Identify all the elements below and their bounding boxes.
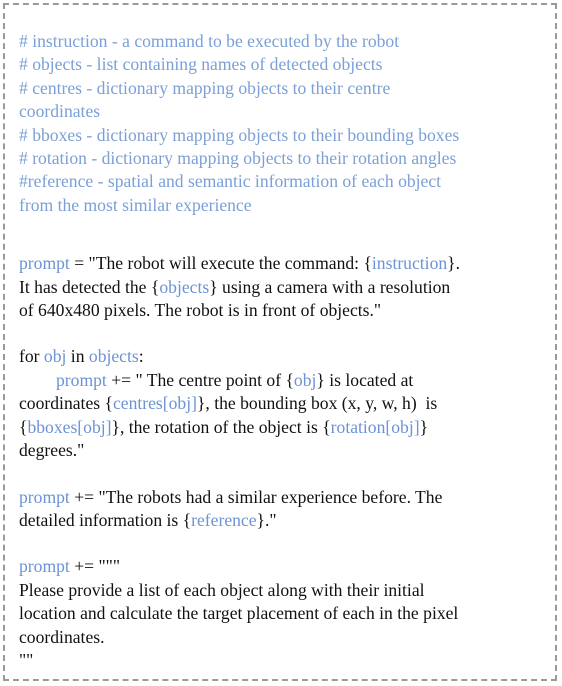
code-text: = "The robot will execute the command: { (69, 253, 372, 274)
code-text: { (19, 416, 28, 437)
code-line (19, 345, 557, 368)
code-line (19, 392, 557, 415)
code-text: detailed information is { (19, 509, 192, 530)
code-line (19, 416, 557, 439)
code-line (19, 369, 557, 392)
comment-line: coordinates (19, 101, 101, 122)
variable-obj: obj (293, 369, 317, 390)
variable-bboxes: bboxes[obj] (27, 416, 112, 437)
code-text: += "The robots had a similar experience before. The (69, 486, 443, 507)
variable-obj: obj (43, 346, 67, 367)
spacer (19, 322, 557, 345)
variable-prompt: prompt (19, 253, 70, 274)
code-line: Please provide a list of each object along with their initial (19, 579, 425, 600)
code-line (19, 276, 557, 299)
code-text: += """ (69, 556, 121, 577)
code-line: of 640x480 pixels. The robot is in front of objects." (19, 300, 382, 321)
comment-line: # objects - list containing names of detected objects (19, 54, 383, 75)
code-line (19, 509, 557, 532)
comment-line: # rotation - dictionary mapping objects to their rotation angles (19, 148, 457, 169)
variable-objects: objects (88, 346, 139, 367)
code-text: } is located at (316, 369, 414, 390)
code-text: } (419, 416, 429, 437)
code-line (19, 252, 557, 275)
code-block (19, 30, 557, 672)
code-text: } using a camera with a resolution (209, 276, 451, 297)
variable-rotation: rotation[obj] (330, 416, 420, 437)
spacer (19, 463, 557, 486)
code-text: }, the bounding box (x, y, w, h) is (196, 393, 438, 414)
code-line: coordinates. (19, 626, 105, 647)
code-text: += " The centre point of { (106, 369, 294, 390)
comment-line: # instruction - a command to be executed by the robot (19, 31, 400, 51)
code-text: coordinates { (19, 393, 113, 414)
variable-prompt: prompt (19, 486, 70, 507)
comment-line: # centres - dictionary mapping objects to their centre (19, 77, 391, 98)
variable-prompt: prompt (56, 369, 107, 390)
code-line (19, 486, 557, 509)
code-text: }." (256, 509, 277, 530)
code-text: It has detected the { (19, 276, 160, 297)
keyword-for: for (19, 346, 44, 367)
spacer (19, 217, 557, 240)
comment-line: #reference - spatial and semantic information of each object (19, 171, 442, 192)
variable-objects: objects (159, 276, 210, 297)
code-line: degrees." (19, 440, 85, 461)
variable-instruction: instruction (371, 253, 448, 274)
code-text: }. (447, 253, 461, 274)
code-line (19, 555, 557, 578)
comment-line: from the most similar experience (19, 194, 252, 215)
variable-centres: centres[obj] (112, 393, 197, 414)
code-text: : (138, 346, 144, 367)
code-line: location and calculate the target placement of each in the pixel (19, 603, 459, 624)
code-text: }, the rotation of the object is { (111, 416, 331, 437)
code-line: "" (19, 649, 34, 670)
variable-prompt: prompt (19, 556, 70, 577)
spacer (19, 240, 557, 252)
variable-reference: reference (191, 509, 257, 530)
spacer (19, 532, 557, 555)
keyword-in: in (66, 346, 89, 367)
comment-line: # bboxes - dictionary mapping objects to their bounding boxes (19, 124, 460, 145)
